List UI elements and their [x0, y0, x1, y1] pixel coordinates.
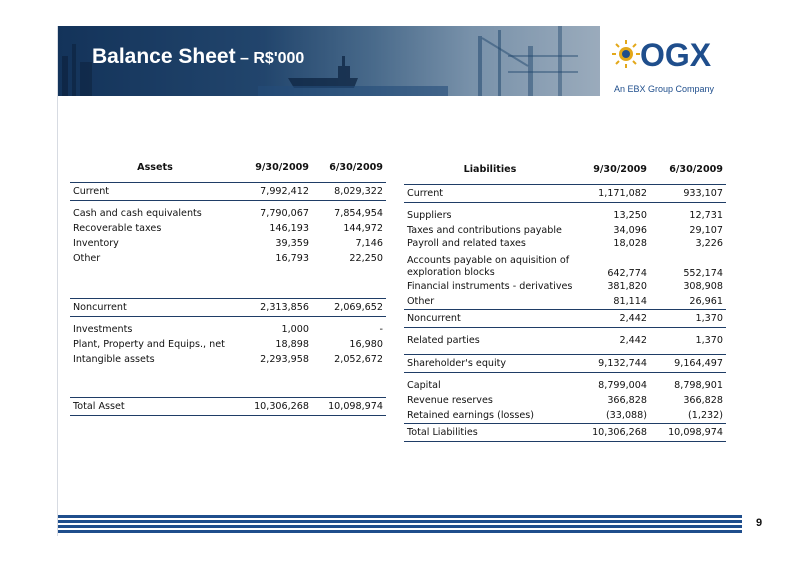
assets-noncurrent-row [70, 298, 386, 316]
row-value: 10,098,974 [650, 423, 726, 441]
ogx-logo [600, 26, 742, 96]
table-row [404, 378, 726, 393]
row-value: 16,980 [349, 339, 383, 350]
row-value: 2,069,652 [312, 298, 386, 316]
row-value: 26,961 [689, 295, 723, 307]
slide-left-rule [57, 26, 58, 536]
table-row [70, 322, 386, 337]
table-row [404, 223, 726, 238]
row-value: 308,908 [683, 281, 723, 292]
row-value: 642,774 [607, 268, 647, 279]
assets-column-header-date-1: 9/30/2009 [255, 161, 309, 173]
liabilities-column-header: Liabilities [463, 163, 517, 175]
row-label: Capital [407, 380, 441, 391]
row-value: 7,146 [355, 238, 383, 249]
row-value: 13,250 [613, 210, 647, 221]
row-value: 29,107 [689, 225, 723, 236]
row-value: 7,854,954 [334, 208, 383, 219]
row-value: (33,088) [605, 409, 647, 421]
row-label: Inventory [73, 238, 119, 249]
row-label: Revenue reserves [407, 395, 493, 406]
ogx-logo-mark [612, 32, 732, 80]
table-row [404, 238, 726, 253]
row-value: 9,164,497 [650, 354, 726, 372]
row-label: Plant, Property and Equips., net [73, 339, 225, 350]
logo-tagline: An EBX Group Company [614, 84, 715, 94]
row-label: Suppliers [407, 210, 452, 221]
row-value: 34,096 [613, 225, 647, 236]
liabilities-column-header-date-2: 6/30/2009 [669, 163, 723, 175]
row-value: 10,306,268 [576, 423, 650, 441]
row-value: 18,028 [613, 238, 647, 249]
row-value: 10,306,268 [240, 397, 312, 415]
row-label: Other [407, 295, 435, 307]
table-row [404, 279, 726, 294]
assets-total-row [70, 397, 386, 415]
row-label: Noncurrent [404, 309, 576, 327]
row-value: 10,098,974 [312, 397, 386, 415]
assets-table [70, 158, 386, 416]
liabilities-current-row [404, 184, 726, 202]
row-value: 1,370 [650, 309, 726, 327]
liabilities-table [404, 160, 726, 442]
table-row [70, 352, 386, 367]
row-value: 12,731 [689, 210, 723, 221]
row-value: 8,029,322 [312, 182, 386, 200]
table-row [70, 251, 386, 266]
row-label: Other [73, 253, 101, 264]
row-value: 39,359 [275, 238, 309, 249]
table-row [404, 208, 726, 223]
assets-header-row [70, 158, 386, 176]
page-title [92, 45, 304, 69]
row-label: Intangible assets [73, 354, 155, 365]
header-banner [58, 26, 600, 96]
page-title-main: Balance Sheet [92, 45, 236, 68]
row-value: 7,992,412 [240, 182, 312, 200]
table-row [70, 206, 386, 221]
page-number: 9 [755, 517, 763, 529]
table-row [70, 337, 386, 352]
assets-column-header: Assets [137, 161, 173, 173]
row-value: 81,114 [613, 295, 647, 307]
row-value: 1,370 [695, 335, 723, 346]
liabilities-column-header-date-1: 9/30/2009 [593, 163, 647, 175]
row-value: 552,174 [683, 268, 723, 279]
table-row [404, 408, 726, 423]
row-value: 3,226 [695, 238, 723, 249]
row-label: Related parties [407, 335, 480, 346]
row-value: 366,828 [607, 395, 647, 406]
row-value: 2,293,958 [260, 354, 309, 365]
row-value: 144,972 [343, 223, 383, 234]
sun-icon [612, 40, 640, 68]
liabilities-total-row [404, 423, 726, 441]
row-label: Financial instruments - derivatives [407, 281, 573, 292]
row-value: 22,250 [349, 253, 383, 264]
liabilities-noncurrent-row [404, 309, 726, 327]
row-label: Investments [73, 324, 133, 335]
logo-wordmark: OGX [640, 37, 712, 73]
row-value: 8,798,901 [674, 380, 723, 391]
row-value: 146,193 [269, 223, 309, 234]
liabilities-equity-row [404, 354, 726, 372]
row-value: - [379, 324, 383, 335]
row-label: Recoverable taxes [73, 223, 162, 234]
row-value: 381,820 [607, 281, 647, 292]
page-title-subtitle: – R$'000 [240, 50, 305, 67]
liabilities-header-row [404, 160, 726, 178]
row-label: Payroll and related taxes [407, 238, 526, 249]
row-value: 2,052,672 [334, 354, 383, 365]
assets-column-header-date-2: 6/30/2009 [329, 161, 383, 173]
row-label: Cash and cash equivalents [73, 208, 202, 219]
table-row [404, 294, 726, 309]
row-value: 1,000 [281, 324, 309, 335]
row-label: Total Liabilities [404, 423, 576, 441]
row-value: 2,313,856 [240, 298, 312, 316]
row-label: Total Asset [70, 397, 240, 415]
row-label: Current [70, 182, 240, 200]
row-label: Noncurrent [70, 298, 240, 316]
table-row [404, 333, 726, 348]
row-value: 9,132,744 [576, 354, 650, 372]
row-label: Taxes and contributions payable [407, 225, 562, 236]
row-value: 933,107 [650, 184, 726, 202]
table-row [70, 236, 386, 251]
row-value: 2,442 [576, 309, 650, 327]
table-row [404, 253, 726, 279]
row-value: 16,793 [275, 253, 309, 264]
table-row [404, 393, 726, 408]
row-label: Accounts payable on aquisition of exploration blocks [407, 255, 570, 278]
row-value: 8,799,004 [598, 380, 647, 391]
row-label: Current [404, 184, 576, 202]
assets-current-row [70, 182, 386, 200]
row-value: 1,171,082 [576, 184, 650, 202]
row-label: Retained earnings (losses) [407, 409, 535, 421]
row-label: Shareholder's equity [404, 354, 576, 372]
row-value: 366,828 [683, 395, 723, 406]
row-value: 2,442 [619, 335, 647, 346]
row-value: 18,898 [275, 339, 309, 350]
row-value: 7,790,067 [260, 208, 309, 219]
footer-stripes [58, 515, 742, 535]
table-row [70, 221, 386, 236]
row-value: (1,232) [688, 409, 723, 421]
